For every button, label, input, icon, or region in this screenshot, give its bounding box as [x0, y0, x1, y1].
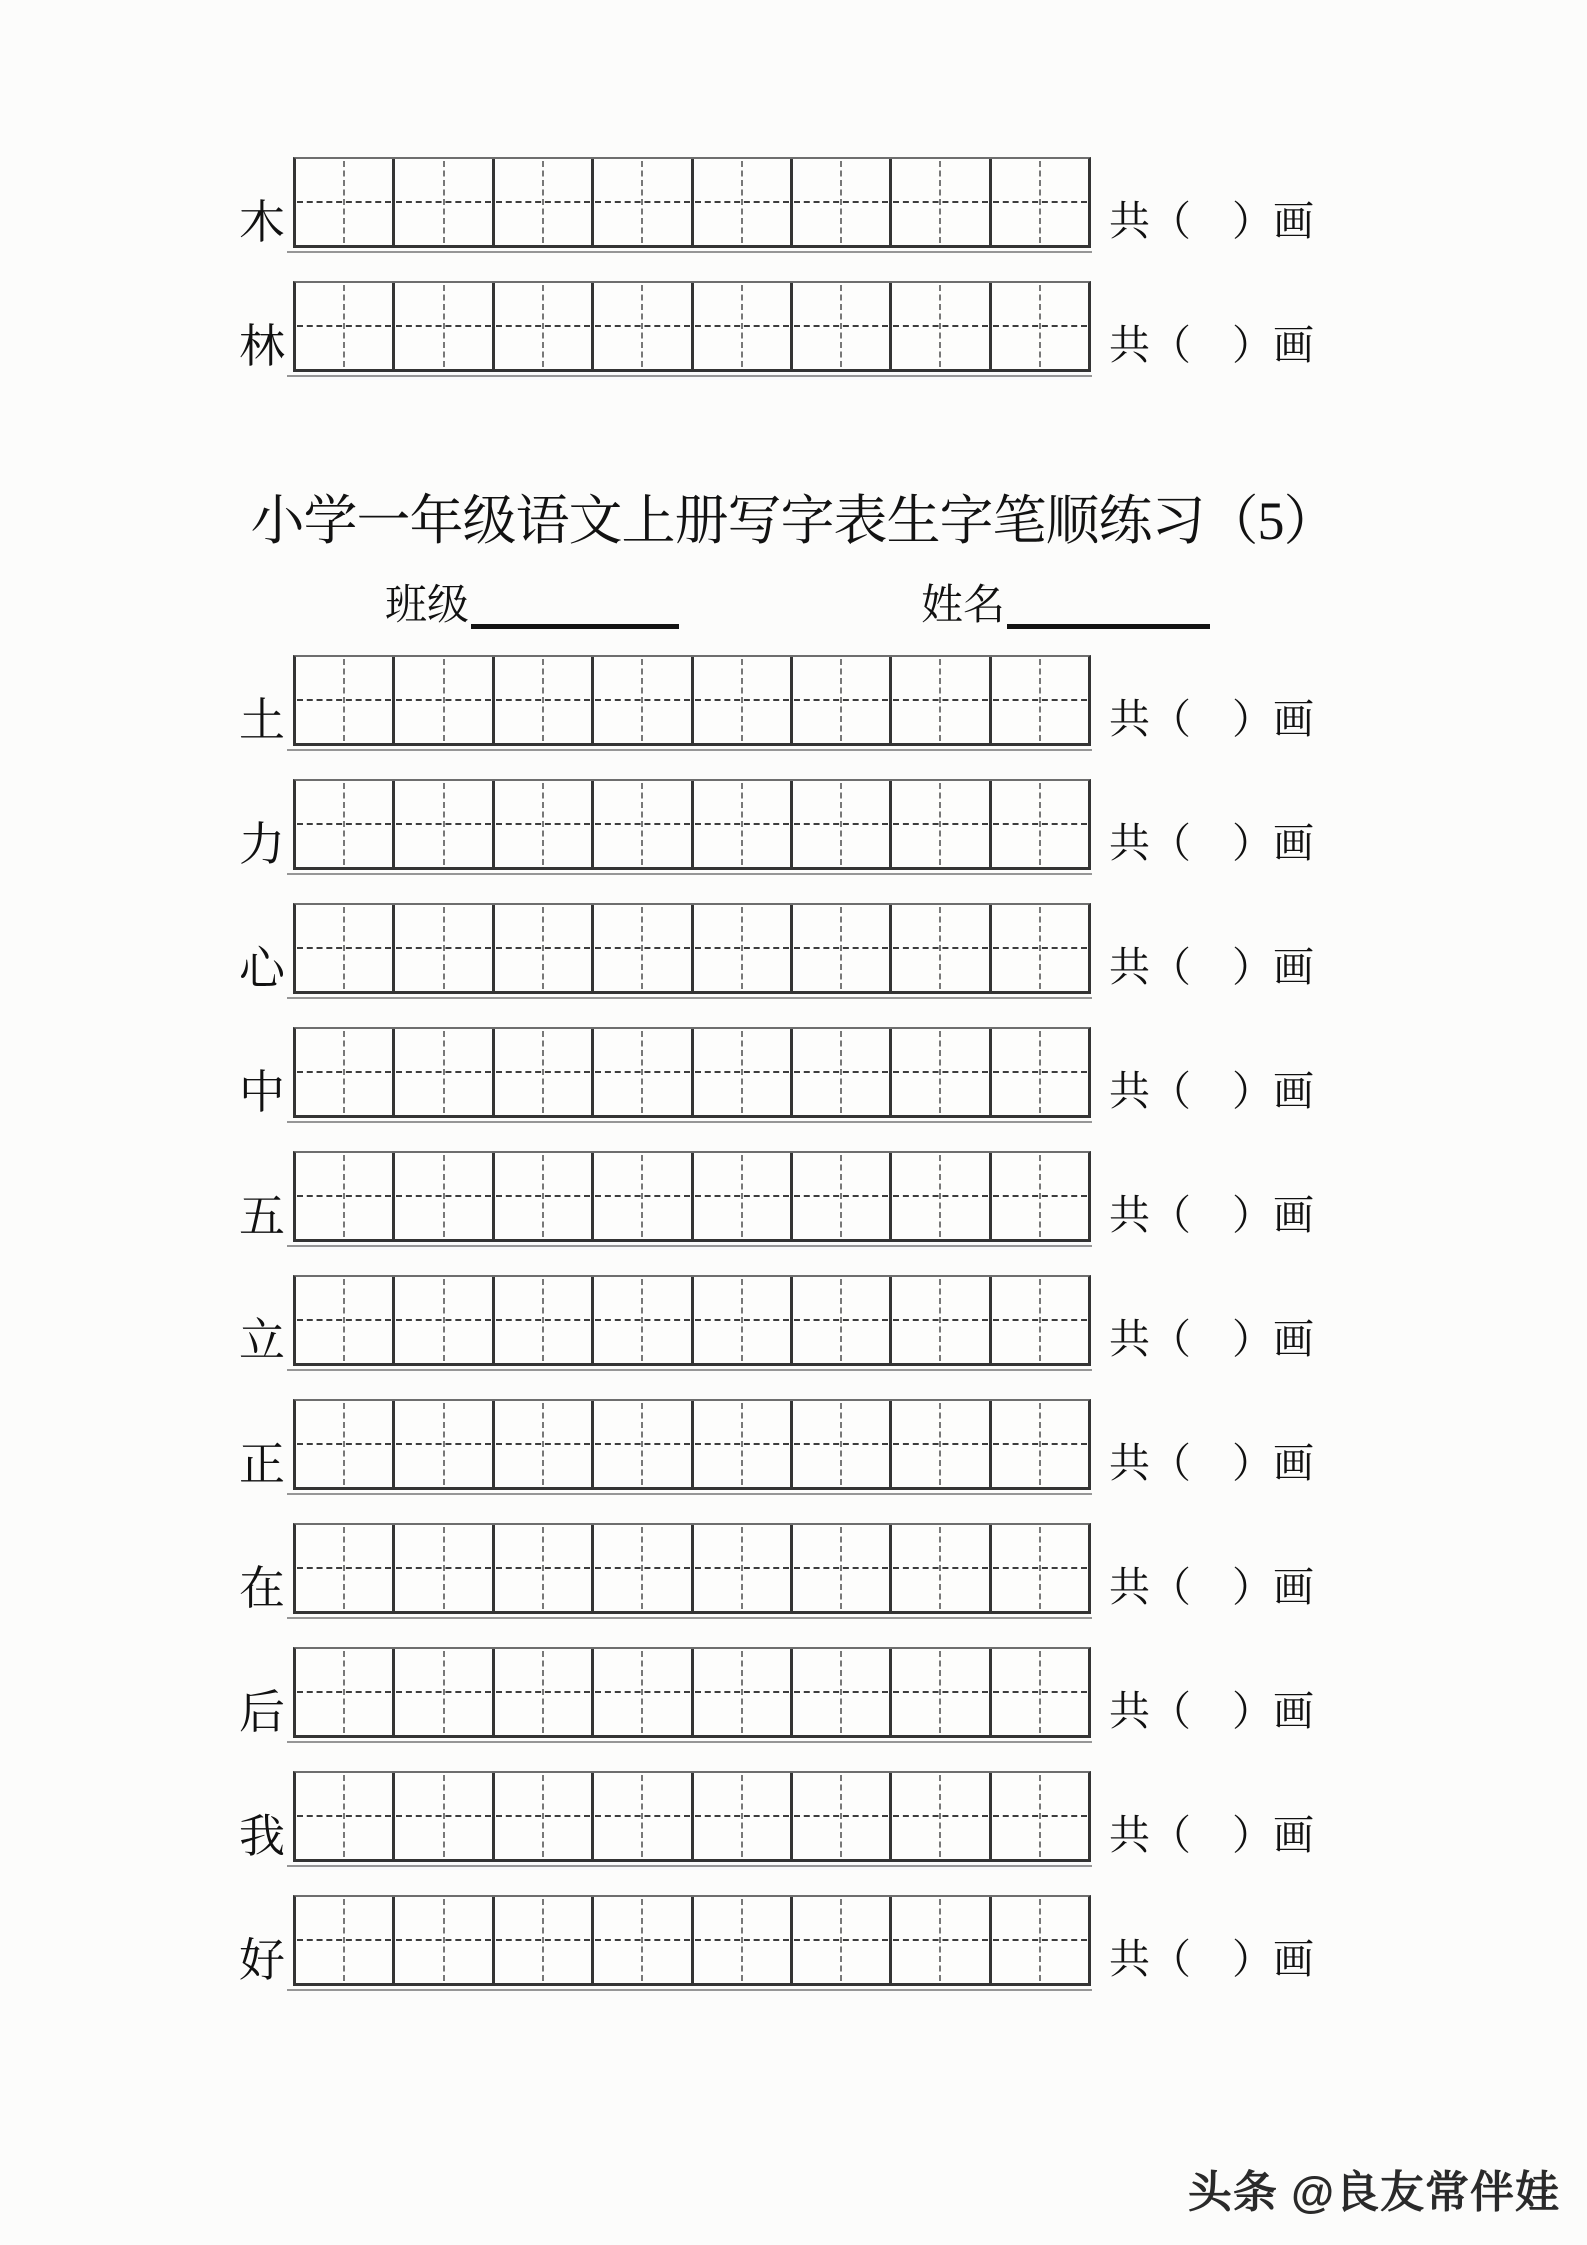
stroke-count-label: 共（ ）画 — [1109, 820, 1314, 866]
row-character-label: 后 — [239, 1687, 285, 1738]
stroke-count-label: 共（ ）画 — [1109, 1316, 1314, 1362]
grid-cell[interactable] — [892, 657, 991, 743]
grid-cell[interactable] — [296, 1897, 395, 1983]
grid-cell[interactable] — [495, 1401, 594, 1487]
row-character-label: 立 — [239, 1315, 285, 1366]
practice-row — [150, 1647, 1587, 1738]
stroke-count-label: 共（ ）画 — [1109, 1192, 1314, 1238]
stroke-count-label: 共（ ）画 — [1109, 1688, 1314, 1734]
grid-cell[interactable] — [992, 1773, 1088, 1859]
practice-row — [150, 1151, 1587, 1242]
grid-cell[interactable] — [892, 1277, 991, 1363]
grid-cell[interactable] — [594, 283, 693, 369]
top-practice-rows — [0, 0, 1587, 372]
grid-cell[interactable] — [793, 1525, 892, 1611]
page-title: 小学一年级语文上册写字表生字笔顺练习（5） — [250, 491, 1337, 551]
grid-cell[interactable] — [992, 283, 1088, 369]
grid-cell[interactable] — [395, 283, 494, 369]
grid-cell[interactable] — [992, 657, 1088, 743]
practice-grid — [293, 1151, 1091, 1242]
grid-cell[interactable] — [495, 657, 594, 743]
row-character-label: 力 — [239, 819, 285, 870]
grid-cell[interactable] — [395, 1277, 494, 1363]
stroke-count-label: 共（ ）画 — [1109, 944, 1314, 990]
grid-cell[interactable] — [296, 1401, 395, 1487]
grid-cell[interactable] — [594, 1897, 693, 1983]
grid-cell[interactable] — [395, 1525, 494, 1611]
grid-cell[interactable] — [495, 1525, 594, 1611]
grid-cell[interactable] — [395, 1153, 494, 1239]
grid-cell[interactable] — [694, 1153, 793, 1239]
grid-cell[interactable] — [594, 905, 693, 991]
grid-cell[interactable] — [594, 1773, 693, 1859]
grid-cell[interactable] — [395, 1773, 494, 1859]
grid-cell[interactable] — [694, 657, 793, 743]
grid-cell[interactable] — [594, 1525, 693, 1611]
grid-cell[interactable] — [992, 1029, 1088, 1115]
practice-grid — [293, 1399, 1091, 1490]
grid-cell[interactable] — [594, 1277, 693, 1363]
practice-grid — [293, 1027, 1091, 1118]
grid-cell[interactable] — [694, 1029, 793, 1115]
grid-cell[interactable] — [495, 1277, 594, 1363]
grid-cell[interactable] — [992, 159, 1088, 245]
grid-cell[interactable] — [296, 159, 395, 245]
grid-cell[interactable] — [992, 1525, 1088, 1611]
grid-cell[interactable] — [992, 1153, 1088, 1239]
grid-cell[interactable] — [694, 905, 793, 991]
grid-cell[interactable] — [892, 1153, 991, 1239]
stroke-count-label: 共（ ）画 — [1109, 1564, 1314, 1610]
grid-cell[interactable] — [992, 1401, 1088, 1487]
practice-row — [150, 157, 1587, 248]
grid-cell[interactable] — [694, 1401, 793, 1487]
grid-cell[interactable] — [296, 1525, 395, 1611]
grid-cell[interactable] — [594, 781, 693, 867]
grid-cell[interactable] — [992, 781, 1088, 867]
watermark: 头条 @良友常伴娃 — [1187, 2168, 1560, 2217]
practice-row — [150, 1027, 1587, 1118]
grid-cell[interactable] — [296, 1277, 395, 1363]
practice-row — [150, 1771, 1587, 1862]
stroke-count-label: 共（ ）画 — [1109, 1440, 1314, 1486]
stroke-count-label: 共（ ）画 — [1109, 322, 1314, 368]
grid-cell[interactable] — [992, 1897, 1088, 1983]
practice-grid — [293, 1895, 1091, 1986]
practice-grid — [293, 1647, 1091, 1738]
grid-cell[interactable] — [793, 1401, 892, 1487]
grid-cell[interactable] — [594, 657, 693, 743]
practice-row — [150, 1523, 1587, 1614]
grid-cell[interactable] — [296, 1153, 395, 1239]
practice-row — [150, 1275, 1587, 1366]
grid-cell[interactable] — [793, 1029, 892, 1115]
grid-cell[interactable] — [395, 657, 494, 743]
grid-cell[interactable] — [296, 781, 395, 867]
grid-cell[interactable] — [495, 283, 594, 369]
grid-cell[interactable] — [992, 1649, 1088, 1735]
class-blank-field[interactable] — [471, 612, 679, 629]
grid-cell[interactable] — [395, 781, 494, 867]
grid-cell[interactable] — [296, 1649, 395, 1735]
practice-row — [150, 903, 1587, 994]
grid-cell[interactable] — [892, 781, 991, 867]
row-character-label: 五 — [239, 1191, 285, 1242]
practice-grid — [293, 1523, 1091, 1614]
grid-cell[interactable] — [395, 1401, 494, 1487]
grid-cell[interactable] — [296, 1029, 395, 1115]
practice-grid — [293, 903, 1091, 994]
grid-cell[interactable] — [395, 905, 494, 991]
grid-cell[interactable] — [495, 1897, 594, 1983]
row-character-label: 正 — [239, 1439, 285, 1490]
grid-cell[interactable] — [395, 159, 494, 245]
practice-grid — [293, 1275, 1091, 1366]
row-character-label: 土 — [239, 695, 285, 746]
class-label: 班级 — [385, 583, 470, 629]
grid-cell[interactable] — [594, 1401, 693, 1487]
grid-cell[interactable] — [694, 1773, 793, 1859]
grid-cell[interactable] — [892, 1649, 991, 1735]
grid-cell[interactable] — [296, 283, 395, 369]
grid-cell[interactable] — [992, 905, 1088, 991]
practice-grid — [293, 157, 1091, 248]
row-character-label: 林 — [239, 321, 285, 372]
grid-cell[interactable] — [694, 1525, 793, 1611]
row-character-label: 我 — [239, 1811, 285, 1862]
grid-cell[interactable] — [793, 1649, 892, 1735]
grid-cell[interactable] — [694, 1649, 793, 1735]
practice-row — [150, 655, 1587, 746]
grid-cell[interactable] — [296, 905, 395, 991]
grid-cell[interactable] — [892, 1401, 991, 1487]
stroke-count-label: 共（ ）画 — [1109, 1812, 1314, 1858]
name-blank-field[interactable] — [1007, 612, 1210, 629]
grid-cell[interactable] — [793, 283, 892, 369]
grid-cell[interactable] — [892, 1897, 991, 1983]
grid-cell[interactable] — [594, 1649, 693, 1735]
practice-row — [150, 281, 1587, 372]
grid-cell[interactable] — [594, 159, 693, 245]
row-character-label: 中 — [239, 1067, 285, 1118]
grid-cell[interactable] — [892, 905, 991, 991]
grid-cell[interactable] — [495, 1773, 594, 1859]
grid-cell[interactable] — [495, 1153, 594, 1239]
practice-grid — [293, 281, 1091, 372]
grid-cell[interactable] — [594, 1029, 693, 1115]
row-character-label: 心 — [239, 943, 285, 994]
stroke-count-label: 共（ ）画 — [1109, 696, 1314, 742]
grid-cell[interactable] — [694, 1897, 793, 1983]
grid-cell[interactable] — [694, 1277, 793, 1363]
grid-cell[interactable] — [793, 1277, 892, 1363]
name-label: 姓名 — [921, 583, 1006, 629]
grid-cell[interactable] — [694, 781, 793, 867]
grid-cell[interactable] — [793, 1773, 892, 1859]
row-character-label: 在 — [239, 1563, 285, 1614]
grid-cell[interactable] — [395, 1649, 494, 1735]
grid-cell[interactable] — [395, 1897, 494, 1983]
grid-cell[interactable] — [495, 781, 594, 867]
stroke-count-label: 共（ ）画 — [1109, 1936, 1314, 1982]
row-character-label: 好 — [239, 1935, 285, 1986]
grid-cell[interactable] — [793, 159, 892, 245]
grid-cell[interactable] — [694, 283, 793, 369]
grid-cell[interactable] — [793, 781, 892, 867]
practice-grid — [293, 1771, 1091, 1862]
grid-cell[interactable] — [495, 159, 594, 245]
main-practice-rows — [0, 655, 1587, 1986]
stroke-count-label: 共（ ）画 — [1109, 1068, 1314, 1114]
practice-grid — [293, 655, 1091, 746]
grid-cell[interactable] — [395, 1029, 494, 1115]
grid-cell[interactable] — [296, 1773, 395, 1859]
stroke-count-label: 共（ ）画 — [1109, 198, 1314, 244]
grid-cell[interactable] — [892, 159, 991, 245]
grid-cell[interactable] — [892, 1773, 991, 1859]
practice-grid — [293, 779, 1091, 870]
practice-row — [150, 1895, 1587, 1986]
grid-cell[interactable] — [694, 159, 793, 245]
grid-cell[interactable] — [793, 1897, 892, 1983]
grid-cell[interactable] — [594, 1153, 693, 1239]
grid-cell[interactable] — [892, 1525, 991, 1611]
practice-row — [150, 779, 1587, 870]
grid-cell[interactable] — [892, 1029, 991, 1115]
practice-row — [150, 1399, 1587, 1490]
class-name-line — [0, 582, 1587, 630]
grid-cell[interactable] — [793, 905, 892, 991]
grid-cell[interactable] — [495, 905, 594, 991]
grid-cell[interactable] — [892, 283, 991, 369]
grid-cell[interactable] — [793, 1153, 892, 1239]
grid-cell[interactable] — [992, 1277, 1088, 1363]
grid-cell[interactable] — [495, 1649, 594, 1735]
grid-cell[interactable] — [495, 1029, 594, 1115]
grid-cell[interactable] — [296, 657, 395, 743]
grid-cell[interactable] — [793, 657, 892, 743]
row-character-label: 木 — [239, 197, 285, 248]
